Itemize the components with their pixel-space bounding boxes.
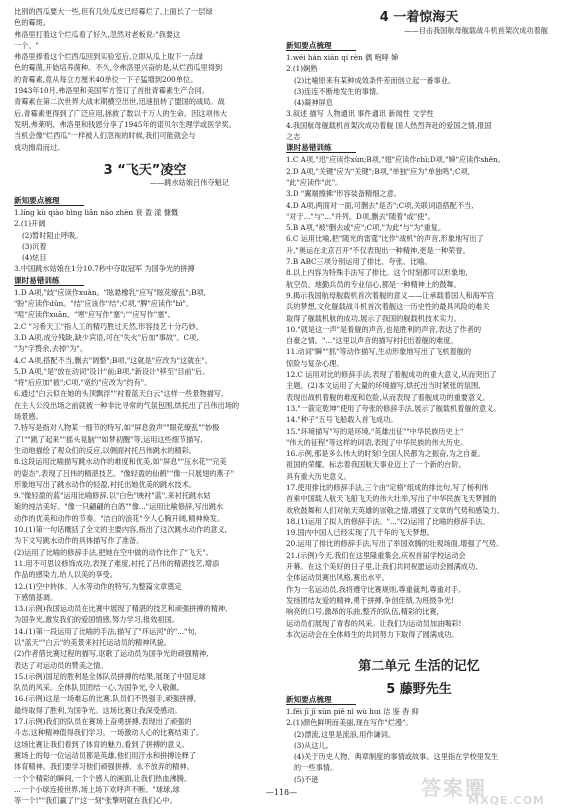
answer-line: (3)沉着 (22, 241, 47, 251)
answer-line: 以"蓝天""白云"的美景来衬托运动员的精神风貌。 (14, 637, 171, 647)
answer-line: "伟大的征程"等这样的词语,表现了中华民族的伟大历史。 (286, 437, 468, 447)
answer-line: "喧"应读作xuān。"寒"应写作"塞";""应写作"塞"。 (14, 310, 175, 320)
answer-line: "对于..."与"..."并列。D项,删去"随着"或"使"。 (286, 211, 435, 221)
answer-line: 惊险与复杂心理。 (286, 358, 344, 368)
answer-line: 12.(1)空中转体、入水等动作的特写,为整篇文章奠定 (14, 581, 182, 591)
answer-line: 本次运动会在全体师生的共同努力下取得了圆满成功。 (286, 629, 459, 639)
answer-line: 2.(1)娴熟 (286, 64, 318, 74)
answer-line: 15."环境描写"写的是环境,"英雄出征""中华民族历史上" (286, 426, 464, 436)
answer-line: 11.动词"瞬""抓"等动作描写,生动形象地写出了飞机着舰的 (286, 347, 472, 357)
answer-line: 1.wéi hán xián qí rèn 偶 咆哮 婶 (286, 53, 399, 62)
answer-line: 2.D A项,"关键"应为"关键";B项,"单独"应为"单独鸣";C项, (286, 166, 471, 176)
answer-line: (2)漂流,这里是流浪,用作谦词。 (294, 729, 396, 739)
answer-line: 表达了对运动员的赞美之情。 (14, 660, 108, 670)
paragraph-line: 弗洛里捧着这个烂西瓜回到实验室后,立即从瓜上取下一点绿 (14, 52, 204, 62)
lesson3-title: 3 “飞天”凌空 (103, 163, 187, 178)
answer-line: 形象地写出了跳水动作的轻盈,衬托出她优美的跳水技术。 (14, 479, 196, 489)
answer-line: 表现出战机着舰的难度和危险,从而表现了着舰成功的重要意义。 (286, 392, 490, 402)
answer-line: 的姿态",表现了吕伟的精湛技艺。"像轻盈的仙鹤""像一只展翅的燕子" (14, 468, 235, 478)
answer-line: 娘的纯洁美好。"像一只翩翩的白鸽""像..."运用比喻修辞,写出跳水 (14, 502, 224, 512)
answer-line: (2)作者借比赛过程的描写,讴歌了运动员为国争光的顽强精神, (14, 649, 209, 659)
answer-line: 等一个!""我们赢了!"这一刻"张擎明就在我们心中。 (14, 796, 177, 806)
answer-line: 8.以上内容为特殊手法写了排比。这个时刻都可以形象地, (286, 268, 468, 278)
answer-line: 之志 (286, 132, 301, 142)
answer-line: 兵的梦想,文化舰载战斗机首次着舰这一历史性的最具风险的难关 (286, 302, 490, 312)
paragraph-line: 后,青霉素更得到了广泛应用,拯救了数以千万人的生命。因这项伟大 (14, 108, 228, 118)
answer-line: (3)连连不断地发生的事情。 (294, 86, 384, 96)
answer-line: 3.D "翼端擦拂"形容装备精细之意。 (286, 189, 401, 199)
answer-line: 13."一箭定乾坤"使用了夸张的修辞手法,展示了舰载机着舰的意义。 (286, 403, 501, 413)
answer-line: 场景感。 (14, 412, 43, 422)
page-number: —118— (265, 788, 298, 797)
section-heading: 新知要点梳理 (286, 40, 552, 52)
answer-line: 19.国内中国人已经实现了几千年的飞天梦想。 (286, 528, 434, 538)
answer-line: 2.(1)颜色鲜明而美丽,现在写作"烂漫"。 (286, 718, 413, 728)
answer-line: ...一个小球连接世界,场上场下欢呼声不断。"球球,球 (14, 784, 180, 794)
answer-line: 11.用不可思议修饰成功,表现了难度,衬托了吕伟的精湛技艺,增添 (14, 558, 220, 568)
answer-line: 6.C 运用比喻,把"随光的雷霆"比作"战机"的声音,形象地写出了 (286, 234, 484, 244)
answer-line: 作品的感染力,给人以美的享受。 (14, 570, 117, 580)
answer-line: 21.(示例)今天,我们在这里隆重集会,庆祝首届学校运动会 (286, 550, 466, 560)
answer-line: 首乘中国载人航天飞船飞天的伟大壮举,写出了中华民族飞天梦圆的 (286, 494, 497, 504)
answer-line: 斗志,这种精神值得我们学习。一场激动人心的比赛结束了。 (14, 728, 204, 738)
answer-line: (4)炫目 (22, 253, 47, 263)
answer-line: "此"应读作"此"。 (286, 177, 343, 187)
answer-line: "为"字赘余,去掉"为"。 (14, 344, 88, 354)
answer-line: 作为一名运动员,我将遵守比赛规则,尊重裁判,尊重对手, (286, 584, 461, 594)
watermark-logo (421, 772, 549, 806)
answer-line: 5.B A项,"被"删去或"应";C项,"为此"与"为"重复。 (286, 223, 446, 233)
paragraph-line: 1943年10月,弗洛里和美国军方签订了首批青霉素生产合同。 (14, 86, 210, 96)
answer-line: "将"后应加"被";C项,"宽约"应改为"约有"。 (14, 378, 152, 388)
paragraph-line: 青霉素在第二次世界大战末期横空出世,迅速扭转了盟国的战局。战 (14, 97, 225, 107)
answer-line: 升,"奥运在北京召开"不仅表现出一种精神,更是一种荣誉。 (286, 245, 470, 255)
answer-line: 1.C A项,"迅"应读作xùn;B项,"翅"应读作chì;D项,"婶"应读作shěn。 (286, 155, 505, 165)
answer-line: 20.运用了排比的修辞手法,写出了举国欢腾的壮观场面,增强了气势。 (286, 539, 504, 549)
answer-line: (5)不逊 (294, 774, 319, 784)
unit-title: 第二单元 生活的记忆 (358, 659, 480, 674)
answer-line: (2)暂时阻止呼吸。 (22, 230, 83, 240)
section-heading: 新知要点梳理 (14, 195, 276, 207)
paragraph-line: 一个。" (14, 40, 39, 50)
answer-line: 3.叙述 描写 人物通讯 事件通讯 新闻性 文学性 (286, 109, 434, 119)
watermark-text: 答案圈 (421, 776, 487, 800)
answer-line: 队员的风采。全体队员团结一心,为国争光,令人敬佩。 (14, 683, 184, 693)
answer-line: 15.(示例)国足的胜利是全体队员拼搏的结果,展现了中国足球 (14, 671, 206, 681)
answer-line: 全体运动员赛出风格,赛出水平。 (286, 573, 389, 583)
lesson5-title: 5 藤野先生 (386, 682, 452, 697)
answer-line: 主题。(2)本文运用了大量的环境描写,烘托出当时紧张的氛围, (286, 381, 481, 391)
answer-line: 4.我国航母舰载机首架次成功着舰 国人热烈奔赴的爱国之情,报国 (286, 120, 492, 130)
paragraph-line: 比别的西瓜要大一些,但有几处瓜皮已经霉烂了,上面长了一层绿 (14, 7, 213, 16)
answer-line: 9.揭示我国航母舰载机首次着舰的意义——让承载着国人和海军官 (286, 290, 495, 300)
lesson4-answers (286, 40, 552, 640)
answer-line: 欢欣鼓舞和人们对航天英雄的崇敬之情,增强了文章的气势和感染力。 (286, 505, 504, 515)
lesson4-subtitle: ——目击我国航母舰载战斗机首架次成功着舰 (404, 26, 548, 35)
answer-line: 发扬团结友爱的精神,勇于拼搏,争创佳绩,为班级争光! (286, 595, 454, 605)
lesson3-answers (14, 195, 276, 806)
answer-line: 取得了舰载机航的成功,展示了我国的舰载机技术实力。 (286, 313, 461, 323)
paragraph-line: 发明,弗莱明、弗洛里和钱恩分享了1945年的诺贝尔生理学或医学奖。 (14, 119, 236, 129)
answer-line: 祖国的荣耀、标志着我国航天事业迈上了一个新的台阶。 (286, 460, 466, 470)
answer-line: 最终取得了胜利,为国争光。这场比赛让我深受感动。 (14, 705, 182, 715)
answer-line: 8.这段运用比喻描写跳水动作的难度和优美,如"屏息""压水花""完美 (14, 457, 227, 467)
lesson4-title: 4 一着惊海天 (379, 10, 459, 25)
answer-line: 在主人公没出场之前就被一种非比寻常的气氛包围,烘托出了吕伟出场的 (14, 400, 240, 410)
answer-line: 响亮的口号,激昂的乐曲,整齐的队伍,精彩的比赛, (286, 607, 439, 617)
paragraph-line: 色的霉斑。 (14, 18, 50, 28)
answer-line: (3)从这儿。 (294, 740, 333, 750)
paragraph-line: 色的霉菌,开始培养菌种。不久,令弗洛里兴奋的是,从烂西瓜里得到 (14, 63, 223, 73)
answer-line: 5.D A项,"是"放在动词"设计"前;B项,"新设计"移至"目前"后。 (14, 366, 210, 376)
answer-line: 3.D A项,成分残缺,缺少宾语,可在"失火"后加"事故"。C项, (14, 332, 199, 342)
answer-line: 17.(示例)我们的队员在赛场上奋勇拼搏,表现出了顽强的 (14, 717, 192, 727)
answer-line: 下感情基调。 (14, 592, 58, 602)
answer-line: 开幕。在这个美好的日子里,让我们共同祝愿运动会圆满成功, (286, 562, 478, 572)
answer-line: 14."种子"五号飞船载人首飞成功。 (286, 415, 398, 425)
answer-line: 7.B ABC三项分别运用了排比、夸张、比喻。 (286, 257, 432, 267)
answer-line: (2)比喻原来有某种成效条件差而创立起一番事业。 (294, 75, 456, 85)
answer-line: 2.(1)开阔 (14, 219, 46, 229)
answer-line: 14.(1)第一段运用了比喻的手法,描写了"环运河"的"..."句, (14, 626, 197, 636)
paragraph-line: 的青霉素,竟从每立方厘米40单位一下子猛增到200单位。 (14, 74, 198, 84)
paragraph-line: 成功擦肩而过。 (14, 142, 65, 152)
answer-line: 具有重大历史意义。 (286, 471, 351, 481)
answer-line: 6.通过"白云似在她的头顶飘浮""衬着蓝天白云"这样一些景物描写, (14, 389, 224, 399)
answer-line: 航空员、地勤兵员的专业信心,都是一种精神上的鼓舞。 (286, 279, 461, 289)
paragraph-line: 弗洛里打着这个烂瓜看了好久,忽然对老板说:"我要这 (14, 29, 181, 39)
answer-line: 18.(1)运用了拟人的修辞手法。"..."(2)运用了比喻的修辞手法。 (286, 516, 490, 526)
watermark-url: MXQE.COM (468, 794, 545, 807)
answer-line: 为下文写跳水动作的具体描写作了准备。 (14, 536, 144, 546)
answer-line: 了!""跳了起来""摇头晃脑""如梦初醒"等,运用这些细节描写, (14, 434, 203, 444)
answer-line: 2.C "习希天工"指人工的精巧胜过天然,形容技艺十分巧妙。 (14, 321, 203, 331)
answer-line: 动作的优美和动作的节奏。"洁白的浪花"令人心胸开阔,精神焕发。 (14, 513, 225, 523)
answer-line: (4)凝神屏息 (294, 98, 333, 108)
answer-line: 10.(1)第一句话概括了全文的主要内容,指出了这次跳水动作的意义, (14, 525, 228, 535)
answer-line: 1.D A项,"歧"应读作xuàn。"眩悬橡乳"应写"眩花缭乱";B项, (14, 287, 206, 297)
answer-line: 自豪之情。"..."这里以声音的描写衬托出着舰的难度。 (286, 336, 458, 346)
answer-line: 一个个精彩的瞬间,一个个感人的画面,让我们热血沸腾。 (14, 773, 192, 783)
paragraph-line: 当机会像"烂西瓜"一样被人们忽视的时候,我们可能就会与 (14, 131, 196, 141)
answer-line: 的一些事情。 (294, 763, 338, 773)
section-heading: 课时易错训练 (286, 142, 552, 154)
answer-line: 运动员们展现了青春的风采。让我们为运动员加油喝彩! (286, 618, 462, 628)
answer-line: 1.fēi jī jī xùn piě nì wù hui 诘 鉴 杳 抑 (286, 707, 419, 716)
answer-line: 为国争光,激发我们的爱国情感,努力学习,报效祖国。 (14, 615, 179, 625)
answer-line: 16.(示例)这是一场难忘的比赛,队员们不畏强手,顽强拼搏, (14, 694, 197, 704)
answer-line: 12.C 运用对比的修辞手法,表现了着舰成功的重大意义,从而突出了 (286, 370, 497, 380)
answer-line: (2)运用了比喻的修辞手法,把她在空中做的动作比作了"飞天"。 (14, 547, 213, 557)
answer-line: (4)关于历史人物、典章制度的事情或故事。这里指在学校里发生 (294, 752, 499, 762)
answer-line: 17.使用排比的修辞手法,三个由"定格"组成的排比句,写了杨利伟 (286, 482, 489, 492)
answer-line: 1.líng kù qiào bìng liǎn náo zhèn 衰 盈 漾 慷慨 (14, 208, 179, 217)
section-heading: 新知要点梳理 (286, 694, 552, 706)
answer-line: 3.中国跳水姑娘在1分10.7秒中夺取冠军 为国争光的拼搏 (14, 264, 195, 274)
answer-line: 体育精神。我们要学习他们顽强拼搏、永不放弃的精神。 (14, 762, 194, 772)
answer-line: 赛场上的每一位运动员都是英雄,他们用汗水和拼搏诠释了 (14, 750, 196, 760)
answer-line: 生动地描绘了观众们的反应,以侧面衬托吕伟跳水的精彩。 (14, 445, 196, 455)
section-heading: 课时易错训练 (14, 275, 276, 287)
answer-line: 10."就是这一声"是着舰的声音,也是胜利的声音,表达了作者的 (286, 324, 482, 334)
answer-line: 9."像轻盈的蓝"运用比喻修辞,以"白色"映衬"蓝",来衬托跳水姑 (14, 491, 211, 501)
answer-line: 16.示例,那是多么伟大的时刻!全国人民都为之振奋,为之自豪。 (286, 449, 485, 459)
answer-line: 13.(示例)我国运动员在比赛中展现了精湛的技艺和顽强拼搏的精神, (14, 604, 228, 614)
lesson3-subtitle: ——跳水姑娘吕伟夺魁记 (149, 178, 229, 187)
answer-line: 4.D A项,两面对一面,可删去"是否";C项,关联词语搭配不当, (286, 200, 474, 210)
answer-line: 4.C A项,搭配不当,删去"调整";B项,"这就是"应改为"这就在"。 (14, 355, 212, 365)
answer-line: "盼"应读作dǔn。"结"应该作"结";C项,"脾"应读作"bì"。 (14, 299, 194, 309)
intro-paragraphs (14, 6, 276, 153)
answer-line: 7.特写是指对人物某一细节的特写,如"屏息敛声""眼花缭乱""妙极 (14, 423, 220, 433)
answer-line: 这场比赛让我们看到了体育的魅力,看到了拼搏的意义。 (14, 739, 189, 749)
